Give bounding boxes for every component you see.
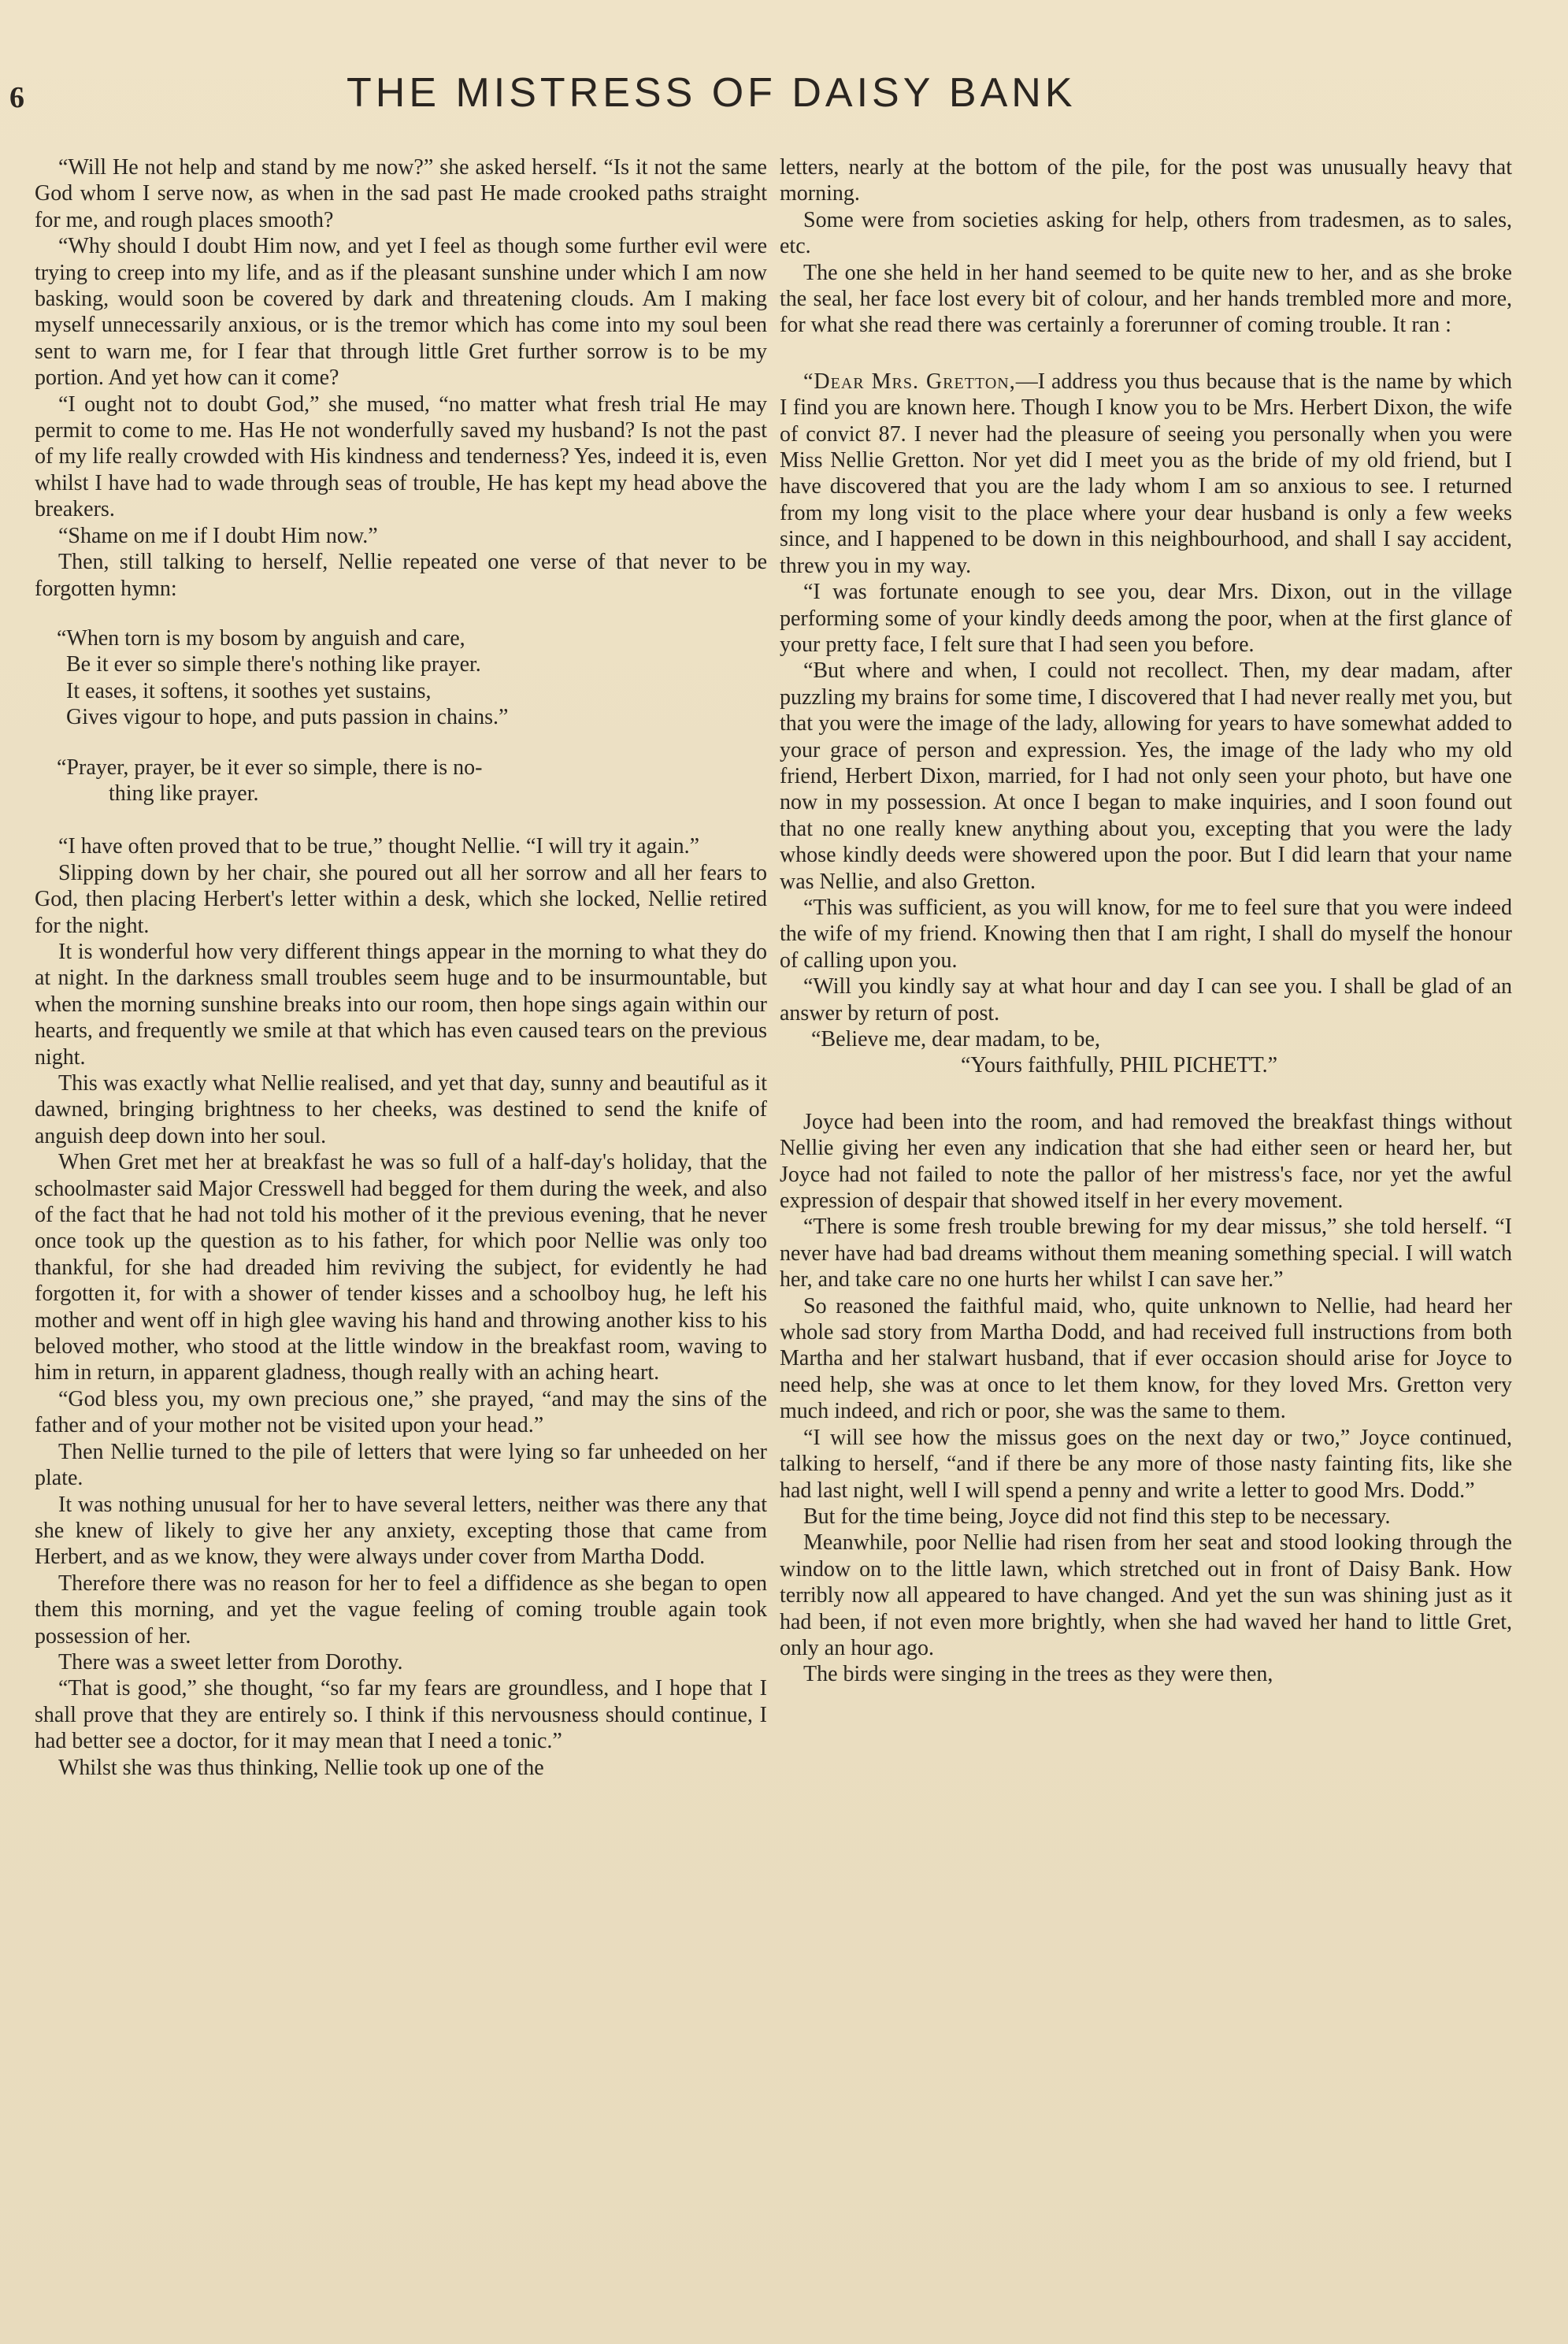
letter-paragraph: “But where and when, I could not recollect. Then, my dear madam, after puzzling my brains for some time, I discovered that I had never really met you, but that you were the image of the lady, allowing for years to have somewhat added to your grace of person and expression. Yes, the image of the lady who my old friend, Herbert Dixon, married, for I had not only seen your photo, but have one now in my possession. At once I began to make inquiries, and I soon found out that no one really knew anything about you, excepting that you were the lady whose kindly deeds were showered upon the poor. But I did learn that your name was Nellie, and also Gretton. [780, 658, 1512, 894]
paragraph: But for the time being, Joyce did not find this step to be necessary. [803, 1504, 1391, 1529]
letter-paragraph: “I was fortunate enough to see you, dear Mrs. Dixon, out in the village performing some of your kindly deeds among the poor, when at the first glance of your pretty face, I felt sure that I had seen you before. [780, 580, 1512, 657]
hymn-line: Be it ever so simple there's nothing like prayer. [66, 652, 481, 677]
refrain-line: “Prayer, prayer, be it ever so simple, there is no- [57, 755, 483, 780]
paragraph: letters, nearly at the bottom of the pile, for the post was unusually heavy that morning. [780, 155, 1512, 206]
hymn-line: It eases, it softens, it soothes yet sustains, [66, 678, 432, 703]
paragraph: Then Nellie turned to the pile of letters that were lying so far unheeded on her plate. [35, 1439, 767, 1491]
paragraph: This was exactly what Nellie realised, and yet that day, sunny and beautiful as it dawned, bringing brightness to her cheeks, was destined to send the knife of anguish deep down into her soul. [35, 1071, 767, 1148]
letter-paragraph: “Will you kindly say at what hour and day I can see you. I shall be glad of an answer by return of post. [780, 974, 1512, 1026]
hymn-line: “When torn is my bosom by anguish and care, [57, 625, 465, 651]
refrain-line: thing like prayer. [109, 781, 259, 806]
paragraph: “I have often proved that to be true,” thought Nellie. “I will try it again.” [58, 834, 700, 859]
paragraph: “I ought not to doubt God,” she mused, “no matter what fresh trial He may permit to come to me. Has He not wonderfully saved my husband? Is not the past of my life really crowded with His kindness and tenderness? Yes, indeed it is, even whilst I have had to wade through seas of trouble, He has kept my head above the breakers. [35, 391, 767, 522]
paragraph: “God bless you, my own precious one,” she prayed, “and may the sins of the father and of your mother not be visited upon your head.” [35, 1386, 767, 1438]
paragraph: When Gret met her at breakfast he was so full of a half-day's holiday, that the schoolmaster said Major Cresswell had begged for them during the week, and also of the fact that he had not told his mother of it the previous evening, that he never once took up the question as to his father, for which poor Nellie was only too thankful, for she had dreaded him reviving the subject, for evidently he had forgotten it, for with a shower of tender kisses and a schoolboy hug, he left his mother and went off in high glee waving his hand and throwing another kiss to his beloved mother, who stood at the little window in the breakfast room, waving to him in return, in apparent gladness, though really with an aching heart. [35, 1150, 767, 1385]
signoff-line: “Believe me, dear madam, to be, [811, 1027, 1100, 1051]
hymn-line: Gives vigour to hope, and puts passion in chains.” [66, 705, 509, 730]
letter-opening [780, 369, 1512, 579]
paragraph: The birds were singing in the trees as they were then, [803, 1662, 1273, 1687]
page-header [0, 69, 1568, 124]
page-number: 6 [9, 81, 24, 114]
paragraph: Meanwhile, poor Nellie had risen from her seat and stood looking through the window on to the little lawn, which stretched out in front of Daisy Bank. How terribly now all appeared to have changed. And yet the sun was shining just as it had been, if not even more brightly, when she had waved her hand to little Gret, only an hour ago. [780, 1530, 1512, 1660]
paragraph: Slipping down by her chair, she poured out all her sorrow and all her fears to God, then placing Herbert's letter within a desk, which she locked, Nellie retired for the night. [35, 860, 767, 938]
paragraph: “Why should I doubt Him now, and yet I feel as though some further evil were trying to creep into my life, and as if the pleasant sunshine under which I am now basking, would soon be covered by dark and threatening clouds. Am I making myself unnecessarily anxious, or is the tremor which has come into my soul been sent to warn me, for I fear that through little Gret further sorrow is to be my portion. And yet how can it come? [35, 234, 767, 391]
letter-first-text: —I address you thus because that is the name by which I find you are known here. Though I know you to be Mrs. Herbert Dixon, the wife of convict 87. I never had the pleasure of seeing you personally when you were Miss Nellie Gretton. Nor yet did I meet you as the bride of my old friend, but I have discovered that you are the lady whom I am so anxious to see. I returned from my long visit to the place where your dear husband is only a few weeks since, and I happened to be down in this neighbourhood, and shall I say accident, threw you in my way. [780, 369, 1512, 578]
paragraph: The one she held in her hand seemed to be quite new to her, and as she broke the seal, her face lost every bit of colour, and her hands trembled more and more, for what she read there was certainly a forerunner of coming trouble. It ran : [780, 260, 1512, 338]
signoff-signature: “Yours faithfully, PHIL PICHETT.” [961, 1053, 1278, 1078]
letter-signoff [780, 1026, 1512, 1079]
paragraph: Then, still talking to herself, Nellie repeated one verse of that never to be forgotten hymn: [35, 550, 767, 601]
paragraph: “I will see how the missus goes on the next day or two,” Joyce continued, talking to herself, “and if there be any more of those nasty fainting fits, like she had last night, well I will spend a penny and write a letter to good Mrs. Dodd.” [780, 1425, 1512, 1503]
paragraph: Therefore there was no reason for her to feel a diffidence as she began to open them this morning, and yet the vague feeling of coming trouble again took possession of her. [35, 1571, 767, 1649]
paragraph: “There is some fresh trouble brewing for my dear missus,” she told herself. “I never have had bad dreams without them meaning something special. I will watch her, and take care no one hurts her whilst I can save her.” [780, 1215, 1512, 1293]
right-column [780, 154, 1512, 1688]
paragraph: Some were from societies asking for help, others from tradesmen, as to sales, etc. [780, 207, 1512, 259]
paragraph: “Shame on me if I doubt Him now.” [58, 523, 378, 548]
paragraph: There was a sweet letter from Dorothy. [58, 1649, 403, 1675]
letter-paragraph: “This was sufficient, as you will know, for me to feel sure that you were indeed the wife of my friend. Knowing then that I am right, I shall do myself the honour of calling upon you. [780, 895, 1512, 973]
paragraph: “Will He not help and stand by me now?” she asked herself. “Is it not the same God whom I serve now, as when in the sad past He made crooked paths straight for me, and rough places smooth? [35, 155, 767, 232]
paragraph: Joyce had been into the room, and had removed the breakfast things without Nellie giving her even any indication that she had either seen or heard her, but Joyce had not failed to note the pallor of her mistress's face, nor yet the awful expression of despair that showed itself in her every movement. [780, 1109, 1512, 1214]
letter-salutation: “Dear Mrs. Gretton, [803, 369, 1016, 394]
page-title: THE MISTRESS OF DAISY BANK [347, 70, 1077, 116]
left-column [35, 154, 767, 1781]
hymn-verse [57, 625, 767, 731]
paragraph: It was nothing unusual for her to have several letters, neither was there any that she knew of likely to give her any anxiety, excepting those that came from Herbert, and as we know, they were always under cover from Martha Dodd. [35, 1492, 767, 1570]
paragraph: So reasoned the faithful maid, who, quite unknown to Nellie, had heard her whole sad story from Martha Dodd, and had received full instructions from both Martha and her stalwart husband, that if ever occasion should arise for Joyce to need help, she was at once to let them know, for they loved Mrs. Gretton very much indeed, and rich or poor, she was the same to them. [780, 1293, 1512, 1424]
hymn-refrain [57, 755, 767, 807]
quoted-letter [780, 369, 1512, 1079]
paragraph: It is wonderful how very different things appear in the morning to what they do at night. In the darkness small troubles seem huge and to be insurmountable, but when the morning sunshine breaks into our room, then hope sings again within our hearts, and frequently we smile at that which has even caused tears on the previous night. [35, 939, 767, 1070]
paragraph: Whilst she was thus thinking, Nellie took up one of the [58, 1755, 544, 1780]
paragraph: “That is good,” she thought, “so far my fears are groundless, and I hope that I shall prove that they are entirely so. I think if this nervousness should continue, I had better see a doctor, for it may mean that I need a tonic.” [35, 1676, 767, 1754]
